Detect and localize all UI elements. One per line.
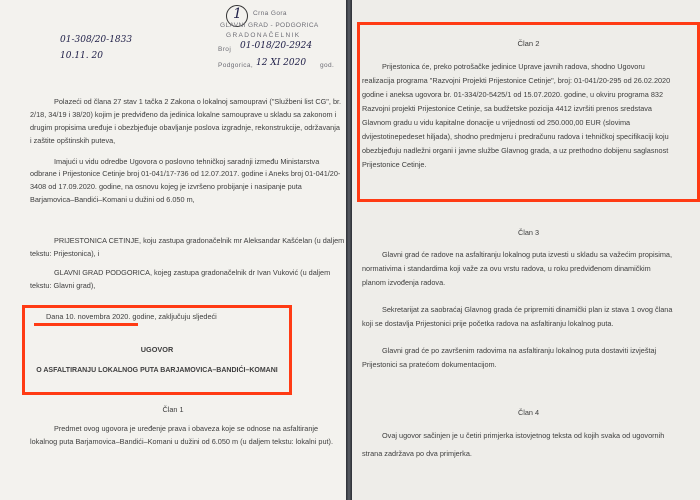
clan-3-title: Član 3 xyxy=(517,228,540,237)
preamble-line: 2/18, 34/19 i 38/20) kojim je predviđeno da jedinica lokalne samouprave u skladu sa zakonom i xyxy=(30,110,337,119)
preamble-line: i zaštite opštinskih puteva, xyxy=(30,136,116,145)
stamp-city-label: Podgorica, xyxy=(218,62,254,69)
party-prijestonica-cont: tekstu: Prijestonica), i xyxy=(30,249,100,258)
stamp-line-3: GRADONAČELNIK xyxy=(226,32,301,39)
party-glavni-grad-cont: tekstu: Glavni grad), xyxy=(30,281,96,290)
party-prijestonica: PRIJESTONICA CETINJE, koju zastupa gradonačelnik mr Aleksandar Kašćelan (u daljem xyxy=(54,236,345,245)
stamp-line-1: Crna Gora xyxy=(253,10,287,17)
contract-title: UGOVOR xyxy=(140,345,174,354)
clan-3-line: koji se dostavlja Prijestonici prije početka radova na asfaltiranju lokalnog puta. xyxy=(362,319,614,328)
clan-2-line: Prijestonica će, preko potrošačke jedinice Uprave javnih radova, shodno Ugovoru xyxy=(382,62,645,71)
stamp-line-2: GLAVNI GRAD - PODGORICA xyxy=(220,22,319,29)
clan-2-line: realizacija programa "Razvojni Projekti Prijestonice Cetinje", broj: 01-041/20-295 od 26.02.2020 xyxy=(362,76,671,85)
clan-2-line: Prijestonice Cetinje. xyxy=(362,160,427,169)
clan-3-line: normativima i standardima koji važe za ovu vrstu radova, u roku predviđenom dinamičkim xyxy=(362,264,651,273)
clan-2-line: dvijestotinepedeset hiljada), shodno predmjeru i predračunu radova i tehničkoj specifikaciji koju xyxy=(362,132,669,141)
clan-2-line: obezbjeđuju nadležni organi i javne službe Glavnog grada, a uz prethodno dobijenu saglasnost xyxy=(362,146,669,155)
document-page-right xyxy=(352,0,700,500)
contract-date-line: Dana 10. novembra 2020. godine, zaključuju sljedeći xyxy=(46,312,217,321)
handwritten-page-number: 1 xyxy=(233,6,242,22)
handwritten-reference: 01-308/20-1833 xyxy=(60,35,133,45)
imajuci-line: Imajući u vidu odredbe Ugovora o poslovno tehničkoj saradnji između Ministarstva xyxy=(54,157,320,166)
document-page-left xyxy=(0,0,346,500)
preamble-line: Polazeći od člana 27 stav 1 tačka 2 Zakona o lokalnoj samoupravi ("Službeni list CG", br. xyxy=(54,97,342,106)
stamp-year-suffix: god. xyxy=(320,62,335,69)
preamble-line: drugim propisima uređuje i obezbjeđuje obavljanje poslova izgradnje, rekonstrukcije, održavanja xyxy=(30,123,340,132)
handwritten-date: 10.11. 20 xyxy=(60,51,103,61)
imajuci-line: odbrane i Prijestonice Cetinje broj 01-041/17-736 od 12.07.2017. godine i Aneks broj 01-041/20- xyxy=(30,169,341,178)
clan-3-line: Prijestonici sa pratećom dokumentacijom. xyxy=(362,360,497,369)
clan-3-line: Sekretarijat za saobraćaj Glavnog grada će pripremiti dinamički plan iz stava 1 ovog člana xyxy=(382,305,673,314)
stamp-handwritten-number: 01-018/20-2924 xyxy=(240,41,313,51)
clan-3-line: planom izvođenja radova. xyxy=(362,278,446,287)
clan-4-title: Član 4 xyxy=(517,408,540,417)
clan-2-line: godine i aneksa ugovora br. 01-334/20-5425/1 od 15.07.2020. godine, u okviru programa 832 xyxy=(362,90,664,99)
clan-4-line: Ovaj ugovor sačinjen je u četiri primjerka istovjetnog teksta od kojih svaka od ugovornih xyxy=(382,431,665,440)
clan-1-line: lokalnog puta Barjamovica–Bandići–Komani u dužini od 6.050 m (u daljem tekstu: lokalni put). xyxy=(30,437,333,446)
clan-1-title: Član 1 xyxy=(162,405,184,414)
party-glavni-grad: GLAVNI GRAD PODGORICA, kojeg zastupa gradonačelnik dr Ivan Vuković (u daljem xyxy=(54,268,331,277)
clan-3-line: Glavni grad će po završenim radovima na asfaltiranju lokalnog puta dostaviti izvještaj xyxy=(382,346,657,355)
clan-2-line: Razvojni projekti Prijestonice Cetinje, sa budžetske pozicija 4412 izvršiti prenos sredstava xyxy=(362,104,652,113)
clan-2-title: Član 2 xyxy=(517,39,540,48)
imajuci-line: Barjamovica–Bandići–Komani u dužini od 6.050 m, xyxy=(30,195,195,204)
contract-subtitle: O ASFALTIRANJU LOKALNOG PUTA BARJAMOVICA–BANDIĆI–KOMANI xyxy=(36,367,278,374)
stamp-handwritten-date: 12 XI 2020 xyxy=(256,58,307,68)
stamp-broj-label: Broj xyxy=(218,46,232,53)
red-underline xyxy=(34,323,138,326)
imajuci-line: 3408 od 17.09.2020. godine, na osnovu kojeg je izvršeno probijanje i nasipanje puta xyxy=(30,182,302,191)
clan-4-line: strana zadržava po dva primjerka. xyxy=(362,449,472,458)
clan-3-line: Glavni grad će radove na asfaltiranju lokalnog puta izvesti u skladu sa važećim propisima, xyxy=(382,250,672,259)
clan-1-line: Predmet ovog ugovora je uređenje prava i obaveza koje se odnose na asfaltiranje xyxy=(54,424,319,433)
clan-2-line: Glavnom gradu u vidu kapitalne donacije u vrijednosti od 250.000,00 EUR (slovima xyxy=(362,118,631,127)
